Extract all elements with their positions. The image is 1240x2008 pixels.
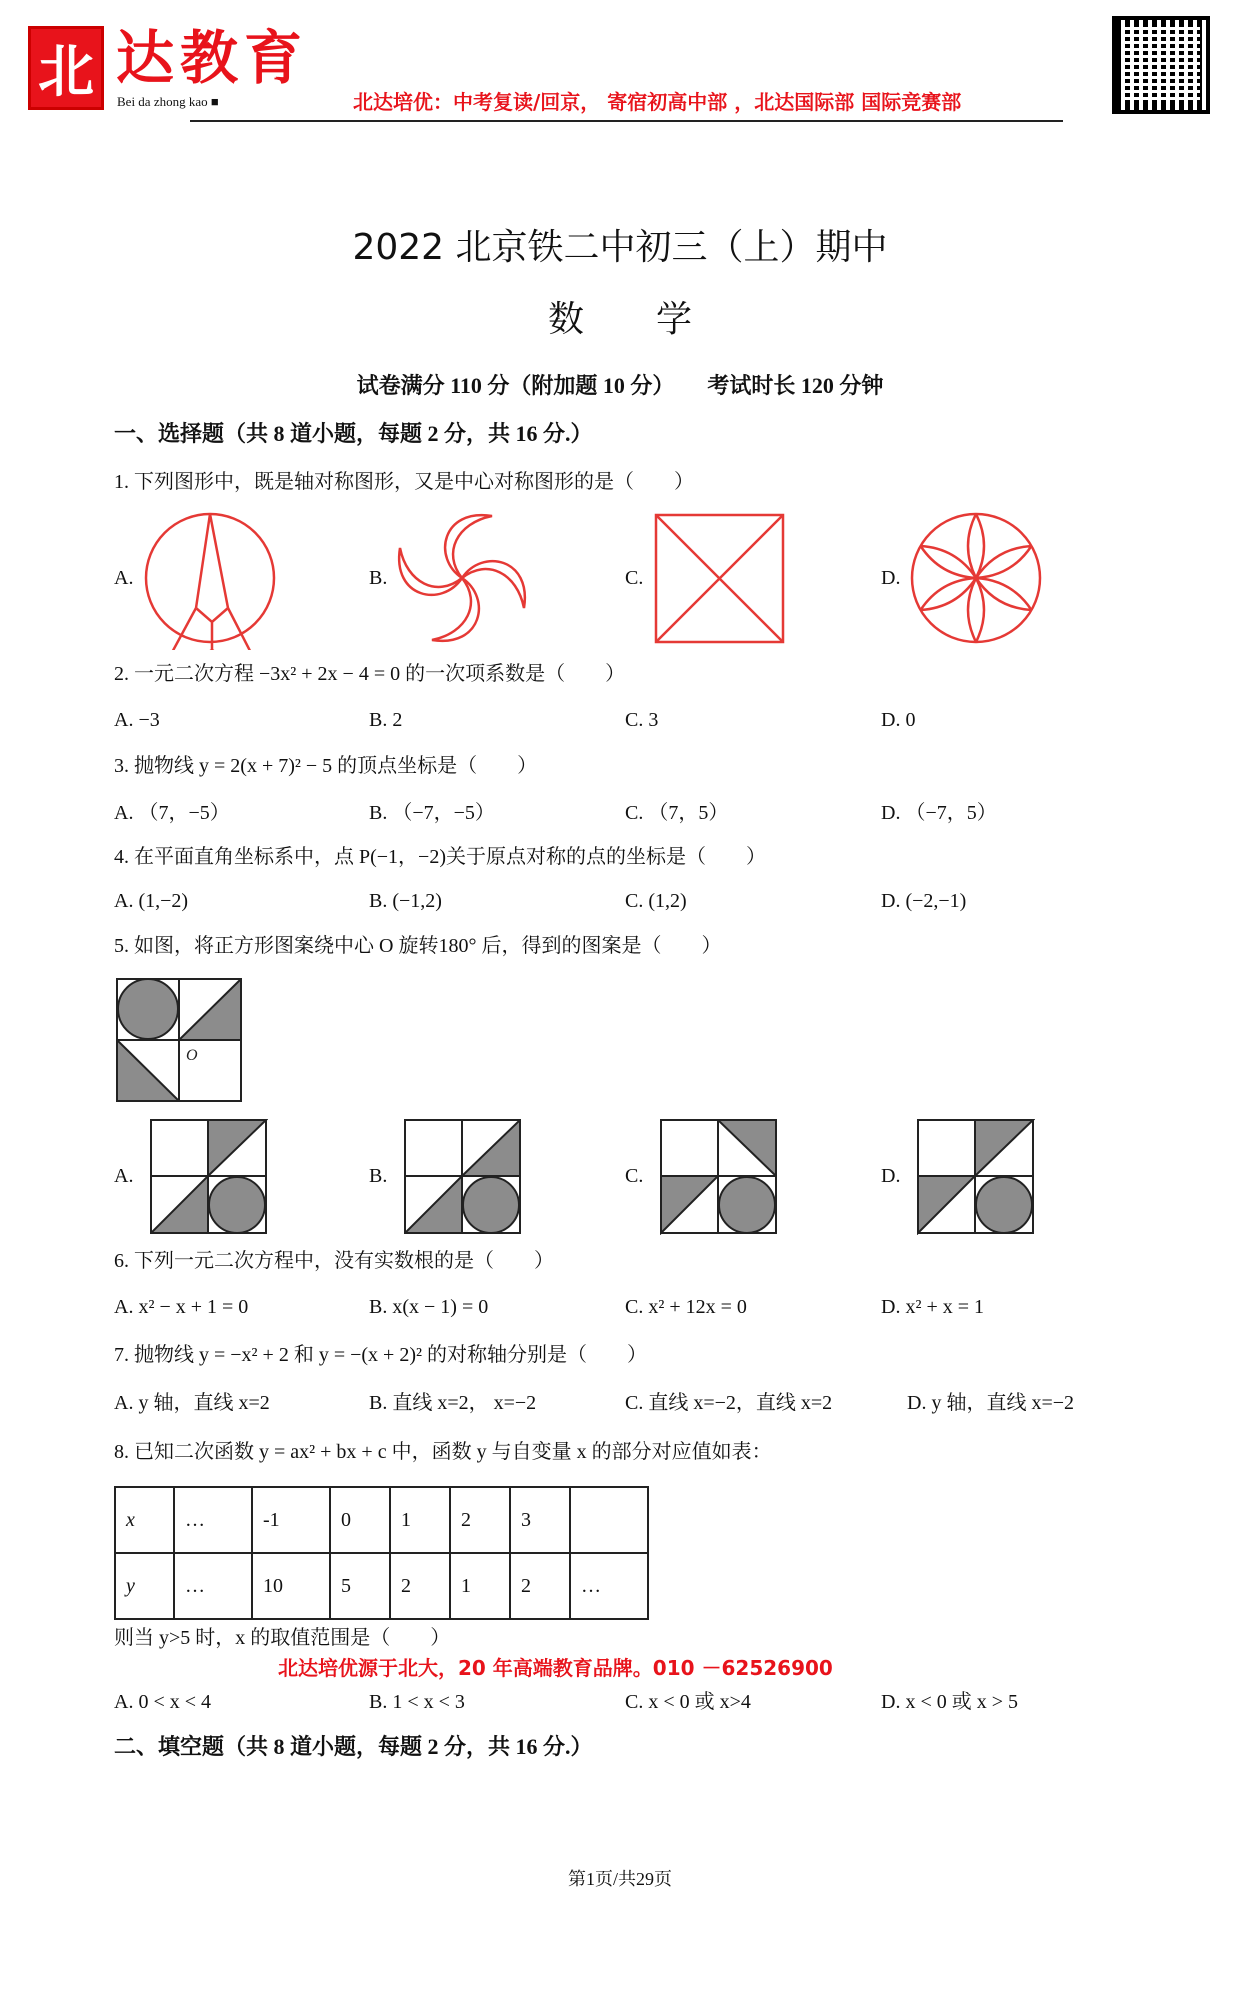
option-c: C. — [625, 1165, 644, 1187]
logo-subtitle: Bei da zhong kao ■ — [117, 94, 219, 109]
question-3: 3. 抛物线 y = 2(x + 7)² − 5 的顶点坐标是（ ） — [114, 755, 538, 777]
option-b: B. — [369, 1165, 388, 1187]
table-cell — [570, 1487, 648, 1553]
exam-info: 试卷满分 110 分（附加题 10 分） 考试时长 120 分钟 — [356, 373, 884, 398]
figure-b-pinwheel — [399, 515, 525, 641]
question-5: 5. 如图，将正方形图案绕中心 O 旋转180° 后，得到的图案是（ ） — [114, 935, 722, 957]
option-b: B. 直线 x=2， x=−2 — [369, 1392, 537, 1414]
table-cell: 3 — [510, 1487, 570, 1553]
option-a: A. y 轴，直线 x=2 — [114, 1392, 270, 1414]
option-d: D. — [881, 567, 901, 589]
option-d: D. x² + x = 1 — [881, 1296, 984, 1318]
header-slogan: 北达培优：中考复读/回京， 寄宿初高中部 ，北达国际部 国际竞赛部 — [353, 90, 962, 114]
table-cell: y — [115, 1553, 174, 1619]
table-cell: … — [570, 1553, 648, 1619]
table-cell: 10 — [252, 1553, 330, 1619]
option-d: D. y 轴，直线 x=−2 — [907, 1392, 1075, 1414]
q5-figure-d — [917, 1119, 1035, 1235]
table-cell: 1 — [450, 1553, 510, 1619]
option-d: D. 0 — [881, 709, 916, 731]
option-a: A. −3 — [114, 709, 160, 731]
qr-code-icon — [1112, 16, 1210, 114]
option-c: C. 3 — [625, 709, 659, 731]
option-b: B. — [369, 567, 388, 589]
table-cell: … — [174, 1553, 252, 1619]
table-cell: 0 — [330, 1487, 390, 1553]
question-8: 8. 已知二次函数 y = ax² + bx + c 中，函数 y 与自变量 x 的部分对应值如表： — [114, 1441, 772, 1463]
table-row — [115, 1487, 648, 1553]
figure-a-tri-circle — [146, 514, 274, 650]
section-heading-1: 一、选择题（共 8 道小题，每题 2 分，共 16 分.） — [114, 421, 593, 446]
table-cell: -1 — [252, 1487, 330, 1553]
value-table — [114, 1486, 649, 1620]
table-cell: 5 — [330, 1553, 390, 1619]
question-1: 1. 下列图形中，既是轴对称图形，又是中心对称图形的是（ ） — [114, 471, 694, 493]
question-4: 4. 在平面直角坐标系中，点 P(−1，−2)关于原点对称的点的坐标是（ ） — [114, 846, 767, 868]
option-d: D. — [881, 1165, 901, 1187]
q1-figures — [0, 500, 1240, 650]
option-b: B. （−7，−5） — [369, 802, 495, 824]
option-c: C. (1,2) — [625, 890, 687, 912]
table-cell: 1 — [390, 1487, 450, 1553]
option-b: B. x(x − 1) = 0 — [369, 1296, 489, 1318]
question-6: 6. 下列一元二次方程中，没有实数根的是（ ） — [114, 1250, 554, 1272]
option-a: A. — [114, 1165, 134, 1187]
option-c: C. 直线 x=−2，直线 x=2 — [625, 1392, 833, 1414]
table-cell: 2 — [450, 1487, 510, 1553]
subject-title: 数 学 — [547, 299, 692, 340]
option-d: D. （−7，5） — [881, 802, 997, 824]
section-heading-2: 二、填空题（共 8 道小题，每题 2 分，共 16 分.） — [114, 1734, 593, 1759]
q5-figure-a — [150, 1119, 268, 1235]
option-b: B. 2 — [369, 709, 403, 731]
question-2: 2. 一元二次方程 −3x² + 2x − 4 = 0 的一次项系数是（ ） — [114, 663, 626, 685]
option-a: A. （7，−5） — [114, 802, 230, 824]
option-c: C. — [625, 567, 644, 589]
logo-text: 达教育 — [116, 24, 309, 92]
option-a: A. — [114, 567, 134, 589]
center-label-o: O — [186, 1047, 198, 1064]
page-footer: 第1页/共29页 — [567, 1869, 672, 1889]
option-c: C. x² + 12x = 0 — [625, 1296, 747, 1318]
option-b: B. 1 < x < 3 — [369, 1691, 465, 1713]
figure-c-square — [656, 515, 783, 642]
q5-figure-b — [404, 1119, 522, 1235]
page-title: 2022 北京铁二中初三（上）期中 — [352, 227, 888, 268]
table-cell: … — [174, 1487, 252, 1553]
question-7: 7. 抛物线 y = −x² + 2 和 y = −(x + 2)² 的对称轴分别是（ ） — [114, 1344, 647, 1366]
option-d: D. x < 0 或 x > 5 — [881, 1691, 1019, 1713]
option-c: C. x < 0 或 x>4 — [625, 1691, 751, 1713]
q5-original-figure — [116, 978, 246, 1104]
header-divider — [190, 120, 1063, 122]
table-cell: x — [115, 1487, 174, 1553]
figure-d-flower — [912, 514, 1040, 642]
table-cell: 2 — [390, 1553, 450, 1619]
q5-figure-c — [660, 1119, 778, 1235]
option-d: D. (−2,−1) — [881, 890, 967, 912]
logo-mark: 北 — [28, 26, 104, 110]
option-a: A. (1,−2) — [114, 890, 189, 912]
option-b: B. (−1,2) — [369, 890, 442, 912]
option-a: A. 0 < x < 4 — [114, 1691, 212, 1713]
table-cell: 2 — [510, 1553, 570, 1619]
watermark-banner: 北达培优源于北大，20 年高端教育品牌。010 －62526900 — [278, 1656, 833, 1680]
table-row — [115, 1553, 648, 1619]
option-a: A. x² − x + 1 = 0 — [114, 1296, 249, 1318]
option-c: C. （7，5） — [625, 802, 729, 824]
question-8-follow: 则当 y>5 时，x 的取值范围是（ ） — [114, 1627, 451, 1649]
